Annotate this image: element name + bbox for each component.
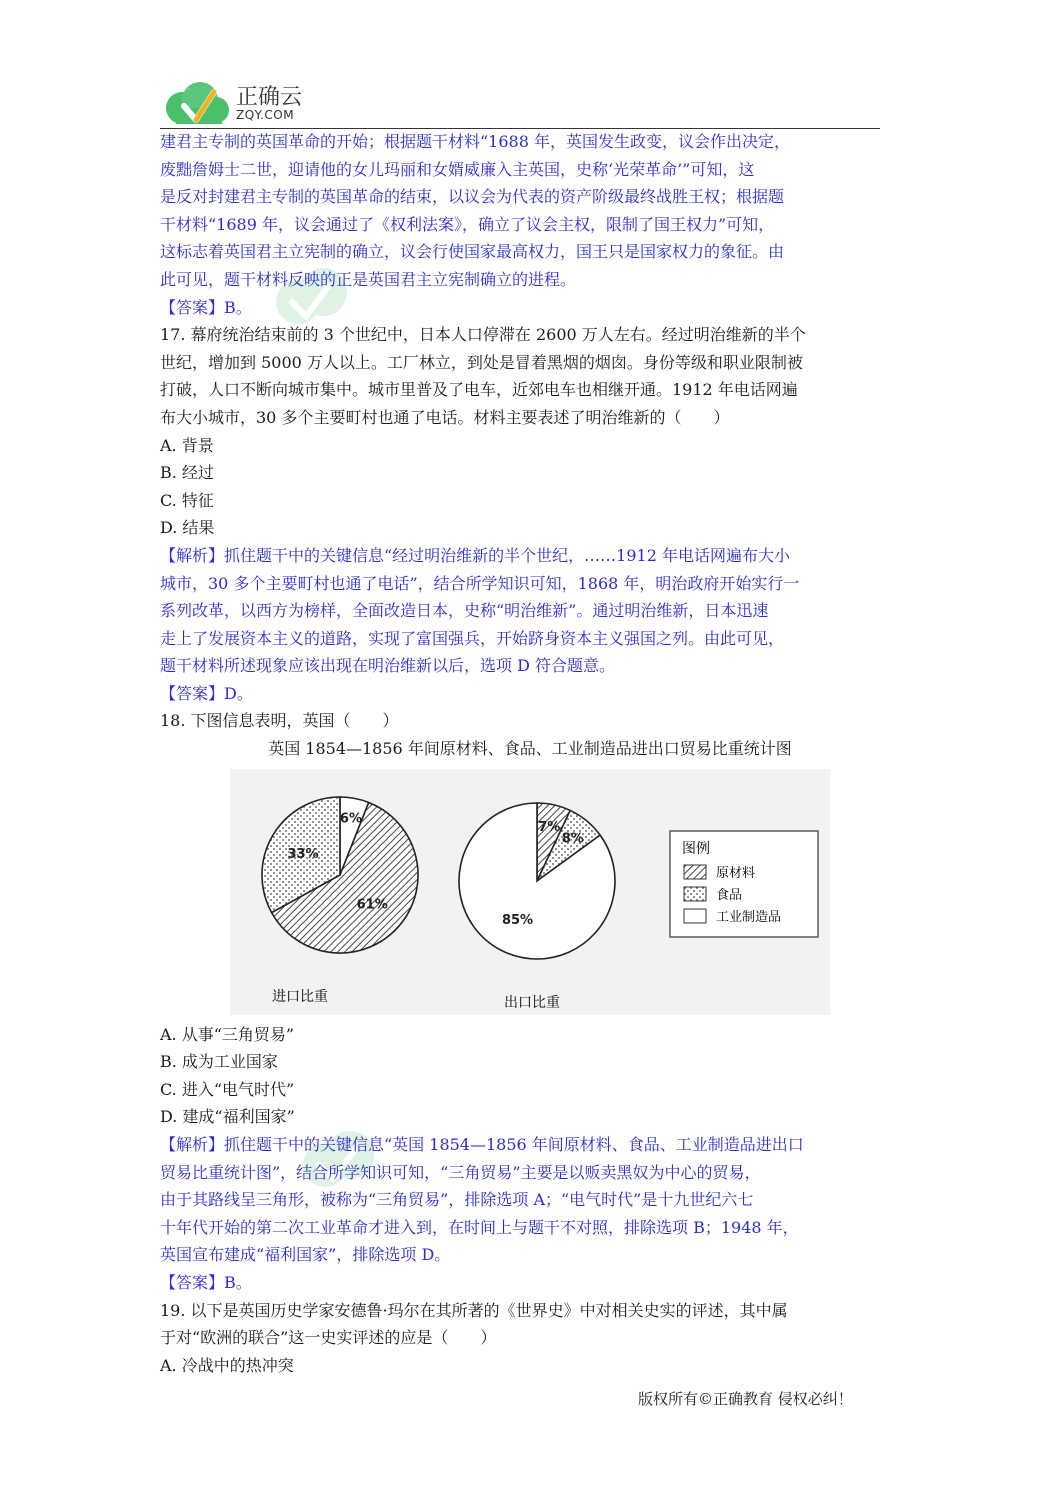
pie-label-0-2: 6%: [339, 811, 363, 827]
logo: [160, 78, 320, 128]
option: D. 建成“福利国家”: [160, 1107, 295, 1127]
legend-swatch-raw: [684, 865, 706, 879]
question-18-stem: 18. 下图信息表明，英国（ ）: [160, 711, 399, 731]
question-18-options: [160, 1021, 900, 1131]
question-17: [160, 321, 900, 542]
pie-label-0-1: 33%: [287, 846, 319, 862]
text-line: 17. 幕府统治结束前的 3 个世纪中，日本人口停滞在 2600 万人左右。经过明治维新的半个: [160, 325, 806, 345]
text-line: 贸易比重统计图”，结合所学知识可知，“三角贸易”主要是以贩卖黑奴为中心的贸易，: [160, 1162, 761, 1182]
page-footer: 版权所有©正确教育 侵权必纠！: [638, 1390, 853, 1408]
text-line: 十年代开始的第二次工业革命才进入到，在时间上与题干不对照，排除选项 B；1948 年，: [160, 1217, 799, 1237]
option: D. 结果: [160, 518, 215, 538]
text-line: 打破，人口不断向城市集中。城市里普及了电车，近郊电车也相继开通。1912 年电话网遍: [160, 380, 798, 400]
text-line: 英国宣布建成“福利国家”，排除选项 D。: [160, 1245, 451, 1265]
option: B. 经过: [160, 463, 214, 483]
question-19: [160, 1297, 900, 1380]
analysis-17: [160, 542, 900, 680]
answer-16: 【答案】B。: [160, 297, 252, 317]
text-line: 由于其路线呈三角形，被称为“三角贸易”，排除选项 A；“电气时代”是十九世纪六七: [160, 1190, 754, 1210]
pie-label-0-0: 61%: [356, 897, 388, 913]
option: C. 特征: [160, 490, 214, 510]
text-line: 干材料“1689 年，议会通过了《权利法案》，确立了议会主权，限制了国王权力”可知，: [160, 214, 775, 234]
pie-label-1-0: 7%: [538, 819, 561, 835]
answer-18: 【答案】B。: [160, 1273, 252, 1292]
legend-title: 图例: [682, 840, 710, 857]
text-line: 【解析】抓住题干中的关键信息“经过明治维新的半个世纪，……1912 年电话网遍布大小: [160, 545, 790, 565]
document-body: [160, 128, 900, 1379]
option: B. 成为工业国家: [160, 1052, 278, 1072]
text-line: 【解析】抓住题干中的关键信息“英国 1854—1856 年间原材料、食品、工业制造品进出口: [160, 1135, 804, 1155]
chart-title: 英国 1854—1856 年间原材料、食品、工业制造品进出口贸易比重统计图: [268, 739, 792, 759]
text-line: 这标志着英国君主立宪制的确立，议会行使国家最高权力，国王只是国家权力的象征。由: [160, 242, 785, 262]
pie-caption-import: 进口比重: [272, 988, 328, 1005]
text-line: 建君主专制的英国革命的开始；根据题干材料“1688 年，英国发生政变，议会作出决定，: [160, 132, 790, 151]
text-line: 于对“欧洲的联合”这一史实评述的应是（ ）: [160, 1328, 497, 1348]
answer-17: 【答案】D。: [160, 683, 253, 703]
pie-label-1-1: 8%: [561, 831, 584, 847]
option: C. 进入“电气时代”: [160, 1079, 295, 1099]
logo-name: 正确云: [236, 85, 303, 110]
analysis-18: [160, 1131, 900, 1269]
cloud-check-icon: [160, 78, 234, 128]
text-line: 城市，30 多个主要町村也通了电话”，结合所学知识可知，1868 年，明治政府开始实行一: [160, 573, 800, 593]
pie-chart-figure: [230, 769, 830, 1015]
text-line: 此可见，题干材料反映的正是英国君主立宪制确立的进程。: [160, 269, 577, 289]
text-line: 世纪，增加到 5000 万人以上。工厂林立，到处是冒着黑烟的烟囱。身份等级和职业限制被: [160, 352, 803, 372]
legend-swatch-manufactured: [684, 909, 706, 923]
pie-caption-export: 出口比重: [504, 994, 560, 1011]
text-line: 19. 以下是英国历史学家安德鲁·玛尔在其所著的《世界史》中对相关史实的评述，其中属: [160, 1300, 788, 1320]
option: A. 冷战中的热冲突: [160, 1355, 294, 1375]
legend-label: 原材料: [716, 865, 756, 881]
pie-chart: [230, 769, 830, 1015]
text-line: 走上了发展资本主义的道路，实现了富国强兵，开始跻身资本主义强国之列。由此可见，: [160, 628, 785, 648]
legend-label: 工业制造品: [716, 909, 782, 925]
option: A. 背景: [160, 435, 214, 455]
option: A. 从事“三角贸易”: [160, 1024, 295, 1044]
text-line: 废黜詹姆士二世，迎请他的女儿玛丽和女婿威廉入主英国，史称‘光荣革命’”可知，这: [160, 159, 755, 179]
legend-swatch-food: [684, 887, 706, 901]
legend-label: 食品: [716, 887, 743, 903]
chart-legend: [670, 831, 818, 937]
text-line: 题干材料所述现象应该出现在明治维新以后，选项 D 符合题意。: [160, 656, 616, 676]
text-line: 是反对封建君主专制的英国革命的结束，以议会为代表的资产阶级最终战胜王权；根据题: [160, 187, 785, 207]
page-header: [160, 78, 880, 129]
text-line: 系列改革，以西方为榜样，全面改造日本，史称“明治维新”。通过明治维新，日本迅速: [160, 601, 769, 621]
analysis-16-continued: [160, 128, 900, 294]
text-line: 布大小城市，30 多个主要町村也通了电话。材料主要表述了明治维新的（ ）: [160, 407, 730, 427]
logo-url: ZQY.COM: [236, 108, 295, 122]
pie-label-1-2: 85%: [501, 912, 534, 928]
